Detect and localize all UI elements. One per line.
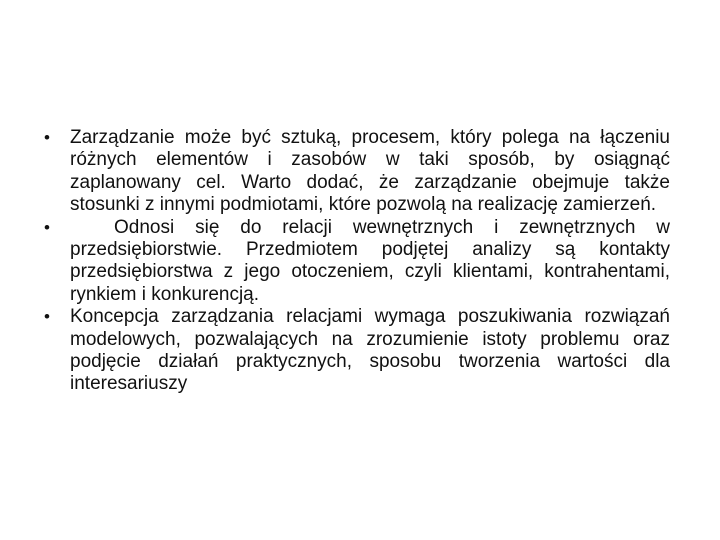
- bullet-text: Odnosi się do relacji wewnętrznych i zewnętrznych w przedsiębiorstwie. Przedmiotem podjętej analizy są kontakty przedsiębiorstwa z jego otoczeniem, czyli klientami, kontrahentami, rynkiem i konkurencją.: [70, 216, 670, 305]
- bullet-item-2: [44, 217, 670, 307]
- bullet-dot-icon: •: [44, 128, 50, 147]
- bullet-item-3: [44, 306, 670, 396]
- bullet-text: Koncepcja zarządzania relacjami wymaga poszukiwania rozwiązań modelowych, pozwalających na zrozumienie istoty problemu oraz podjęcie działań praktycznych, sposobu tworzenia wartości dla interesariuszy: [70, 306, 670, 395]
- bullet-dot-icon: •: [44, 217, 50, 237]
- bullet-dot-icon: •: [44, 307, 50, 327]
- bullet-item-1: [44, 127, 670, 217]
- bullet-list: [44, 127, 670, 396]
- bullet-text: Zarządzanie może być sztuką, procesem, który polega na łączeniu różnych elementów i zasobów w taki sposób, by osiągnąć zaplanowany cel. Warto dodać, że zarządzanie obejmuje także stosunki z innymi podmiotami, które pozwolą na realizację zamierzeń.: [70, 127, 670, 216]
